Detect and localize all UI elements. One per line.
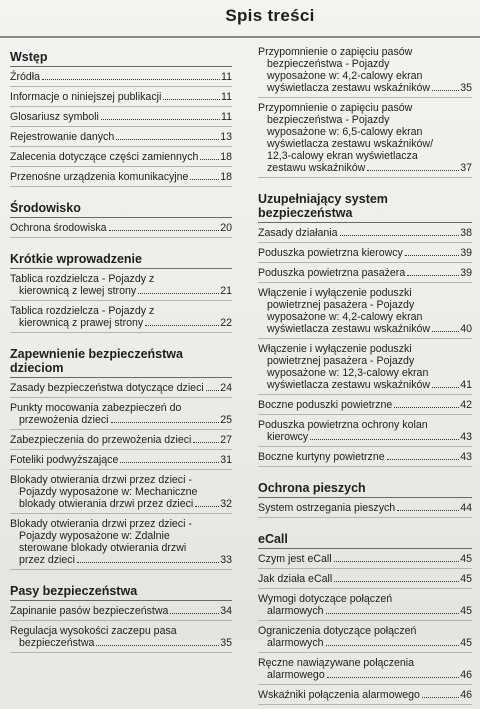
toc-entry-label: wyświetlacza zestawu wskaźników [267, 379, 431, 391]
toc-entry[interactable] [258, 625, 472, 653]
toc-entry-label: Zasady bezpieczeństwa dotyczące dzieci [10, 382, 204, 394]
page-number: 13 [220, 131, 232, 143]
toc-entry-label: Boczne kurtyny powietrzne [258, 451, 385, 463]
toc-entry[interactable] [10, 402, 232, 430]
dot-leader [145, 325, 219, 326]
page-number: 39 [460, 267, 472, 279]
toc-entry-label: zestawu wskaźników [267, 162, 366, 174]
dot-leader [109, 230, 220, 231]
toc-entry-label: Foteliki podwyższające [10, 454, 119, 466]
toc-entry[interactable] [10, 222, 232, 238]
toc-entry-label: Pojazdy wyposażone w: Zdalnie [19, 530, 170, 542]
page-number: 33 [220, 554, 232, 566]
toc-entry[interactable] [10, 454, 232, 470]
toc-entry[interactable] [258, 46, 472, 98]
toc-entry-label: kierowcy [267, 431, 309, 443]
dot-leader [120, 462, 219, 463]
page-number: 11 [221, 111, 232, 123]
toc-entry-label: Zasady działania [258, 227, 338, 239]
page-number: 11 [221, 91, 232, 103]
toc-entry[interactable] [10, 273, 232, 301]
toc-entry-label: sterowane blokady otwierania drzwi [19, 542, 187, 554]
toc-entry-label: Jak działa eCall [258, 573, 333, 585]
dot-leader [432, 331, 459, 332]
section-heading: eCall [258, 532, 472, 549]
toc-entry-label: Czym jest eCall [258, 553, 332, 565]
dot-leader [397, 510, 459, 511]
toc-entry-label: wyposażone w: 4,2-calowy ekran [267, 311, 423, 323]
page-number: 35 [460, 82, 472, 94]
toc-entry-label: kierownicą z lewej strony [19, 285, 137, 297]
dot-leader [116, 139, 219, 140]
toc-entry-label: Punkty mocowania zabezpieczeń do [10, 402, 182, 414]
toc-entry-label: kierownicą z prawej strony [19, 317, 144, 329]
toc-entry[interactable] [258, 502, 472, 518]
toc-entry[interactable] [258, 553, 472, 569]
toc-entry[interactable] [10, 625, 232, 653]
toc-column-right [258, 46, 472, 709]
toc-entry-label: Zalecenia dotyczące części zamiennych [10, 151, 199, 163]
toc-entry-label: przez dzieci [19, 554, 75, 566]
page-number: 18 [220, 151, 232, 163]
toc-entry-label: przewożenia dzieci [19, 414, 109, 426]
page-number: 41 [460, 379, 472, 391]
dot-leader [387, 459, 460, 460]
dot-leader [432, 90, 459, 91]
page-title: Spis treści [225, 6, 315, 25]
toc-entry[interactable] [258, 593, 472, 621]
dot-leader [96, 645, 219, 646]
toc-entry[interactable] [10, 171, 232, 187]
page-number: 31 [220, 454, 232, 466]
dot-leader [340, 235, 460, 236]
toc-entry-label: 12,3-calowy ekran wyświetlacza [267, 150, 418, 162]
dot-leader [334, 581, 459, 582]
toc-entry-label: Ograniczenia dotyczące połączeń [258, 625, 417, 637]
page-number: 39 [460, 247, 472, 259]
dot-leader [407, 275, 459, 276]
page-number: 45 [460, 573, 472, 585]
toc-entry-label: Informacje o niniejszej publikacji [10, 91, 162, 103]
toc-entry-label: Regulacja wysokości zaczepu pasa [10, 625, 177, 637]
section-heading: Wstęp [10, 50, 232, 67]
toc-entry[interactable] [258, 343, 472, 395]
toc-column-left [10, 50, 232, 657]
page-number: 18 [220, 171, 232, 183]
toc-entry[interactable] [258, 689, 472, 705]
toc-entry-label: wyświetlacza zestawu wskaźników/ [267, 138, 434, 150]
toc-entry-label: Poduszka powietrzna kierowcy [258, 247, 403, 259]
dot-leader [77, 562, 219, 563]
page-number: 11 [221, 71, 232, 83]
toc-entry-label: Przenośne urządzenia komunikacyjne [10, 171, 189, 183]
page-header [0, 0, 480, 38]
toc-entry[interactable] [10, 151, 232, 167]
dot-leader [367, 170, 459, 171]
page-number: 22 [220, 317, 232, 329]
toc-entry-label: Poduszka powietrzna ochrony kolan [258, 419, 428, 431]
toc-entry[interactable] [10, 305, 232, 333]
toc-entry-label: Zabezpieczenia do przewożenia dzieci [10, 434, 192, 446]
toc-entry[interactable] [10, 605, 232, 621]
toc-entry[interactable] [258, 399, 472, 415]
toc-entry[interactable] [10, 518, 232, 570]
toc-entry-label: Boczne poduszki powietrzne [258, 399, 393, 411]
section-heading: Krótkie wprowadzenie [10, 252, 232, 269]
toc-entry-label: Wskaźniki połączenia alarmowego [258, 689, 420, 701]
toc-entry-label: Glosariusz symboli [10, 111, 99, 123]
toc-entry-label: Pojazdy wyposażone w: Mechaniczne [19, 486, 198, 498]
page-number: 21 [220, 285, 232, 297]
page-number: 34 [220, 605, 232, 617]
page-number: 43 [460, 451, 472, 463]
page-number: 46 [460, 669, 472, 681]
toc-entry-label: Rejestrowanie danych [10, 131, 115, 143]
toc-entry-label: Przypomnienie o zapięciu pasów [258, 102, 413, 114]
toc-entry-label: Blokady otwierania drzwi przez dzieci - [10, 474, 192, 486]
toc-entry-label: Ochrona środowiska [10, 222, 107, 234]
toc-entry-label: Poduszka powietrzna pasażera [258, 267, 406, 279]
toc-entry-label: powietrznej pasażera - Pojazdy [267, 355, 415, 367]
page-number: 44 [460, 502, 472, 514]
dot-leader [432, 387, 459, 388]
toc-entry-label: bezpieczeństwa - Pojazdy [267, 58, 390, 70]
toc-entry-label: System ostrzegania pieszych [258, 502, 396, 514]
dot-leader [206, 390, 219, 391]
toc-entry[interactable] [258, 419, 472, 447]
toc-entry-label: wyposażone w: 12,3-calowy ekran [267, 367, 429, 379]
dot-leader [193, 442, 219, 443]
toc-entry[interactable] [10, 474, 232, 514]
toc-entry-label: bezpieczeństwa [19, 637, 95, 649]
toc-entry-label: alarmowych [267, 605, 324, 617]
toc-entry-label: Przypomnienie o zapięciu pasów [258, 46, 413, 58]
page-number: 43 [460, 431, 472, 443]
dot-leader [42, 79, 220, 80]
toc-entry-label: Wymogi dotyczące połączeń [258, 593, 393, 605]
toc-entry-label: wyposażone w: 4,2-calowy ekran [267, 70, 423, 82]
dot-leader [163, 99, 220, 100]
dot-leader [394, 407, 459, 408]
toc-entry-label: Tablica rozdzielcza - Pojazdy z [10, 273, 155, 285]
dot-leader [422, 697, 459, 698]
dot-leader [138, 293, 219, 294]
toc-entry-label: powietrznej pasażera - Pojazdy [267, 299, 415, 311]
toc-entry-label: wyświetlacza zestawu wskaźników [267, 323, 431, 335]
dot-leader [195, 506, 219, 507]
page-number: 24 [220, 382, 232, 394]
toc-entry-label: alarmowych [267, 637, 324, 649]
toc-entry[interactable] [10, 111, 232, 127]
dot-leader [170, 613, 219, 614]
page-number: 25 [220, 414, 232, 426]
dot-leader [190, 179, 219, 180]
dot-leader [405, 255, 459, 256]
toc-entry-label: Blokady otwierania drzwi przez dzieci - [10, 518, 192, 530]
toc-entry-label: Włączenie i wyłączenie poduszki [258, 287, 412, 299]
section-heading: Ochrona pieszych [258, 481, 472, 498]
toc-entry-label: blokady otwierania drzwi przez dzieci [19, 498, 194, 510]
toc-entry[interactable] [258, 227, 472, 243]
dot-leader [334, 561, 460, 562]
toc-entry-label: Ręczne nawiązywane połączenia [258, 657, 415, 669]
section-heading: Pasy bezpieczeństwa [10, 584, 232, 601]
toc-entry-label: wyświetlacza zestawu wskaźników [267, 82, 431, 94]
toc-entry[interactable] [10, 434, 232, 450]
page-number: 20 [220, 222, 232, 234]
dot-leader [111, 422, 220, 423]
page-number: 37 [460, 162, 472, 174]
dot-leader [101, 119, 220, 120]
toc-entry[interactable] [258, 267, 472, 283]
dot-leader [326, 645, 460, 646]
dot-leader [200, 159, 219, 160]
page-number: 46 [460, 689, 472, 701]
toc-entry-label: alarmowego [267, 669, 325, 681]
section-heading: Środowisko [10, 201, 232, 218]
toc-entry[interactable] [258, 573, 472, 589]
toc-entry[interactable] [258, 102, 472, 178]
toc-entry-label: Tablica rozdzielcza - Pojazdy z [10, 305, 155, 317]
toc-entry-label: wyposażone w: 6,5-calowy ekran [267, 126, 423, 138]
page-number: 38 [460, 227, 472, 239]
toc-entry[interactable] [10, 382, 232, 398]
section-heading: Zapewnienie bezpieczeństwa dzieciom [10, 347, 232, 378]
toc-entry[interactable] [10, 91, 232, 107]
toc-entry-label: Źródła [10, 71, 41, 83]
toc-entry[interactable] [258, 287, 472, 339]
page-number: 32 [220, 498, 232, 510]
toc-entry[interactable] [258, 657, 472, 685]
dot-leader [310, 439, 459, 440]
page-number: 45 [460, 605, 472, 617]
toc-entry-label: Zapinanie pasów bezpieczeństwa [10, 605, 169, 617]
section-heading: Uzupełniający system bezpieczeństwa [258, 192, 472, 223]
toc-entry-label: Włączenie i wyłączenie poduszki [258, 343, 412, 355]
page-number: 40 [460, 323, 472, 335]
dot-leader [327, 677, 459, 678]
page-number: 27 [220, 434, 232, 446]
dot-leader [326, 613, 460, 614]
toc-entry[interactable] [258, 451, 472, 467]
toc-entry[interactable] [10, 131, 232, 147]
page-number: 42 [460, 399, 472, 411]
toc-entry[interactable] [10, 71, 232, 87]
page-number: 45 [460, 553, 472, 565]
page-number: 35 [220, 637, 232, 649]
toc-entry[interactable] [258, 247, 472, 263]
page-number: 45 [460, 637, 472, 649]
toc-entry-label: bezpieczeństwa - Pojazdy [267, 114, 390, 126]
